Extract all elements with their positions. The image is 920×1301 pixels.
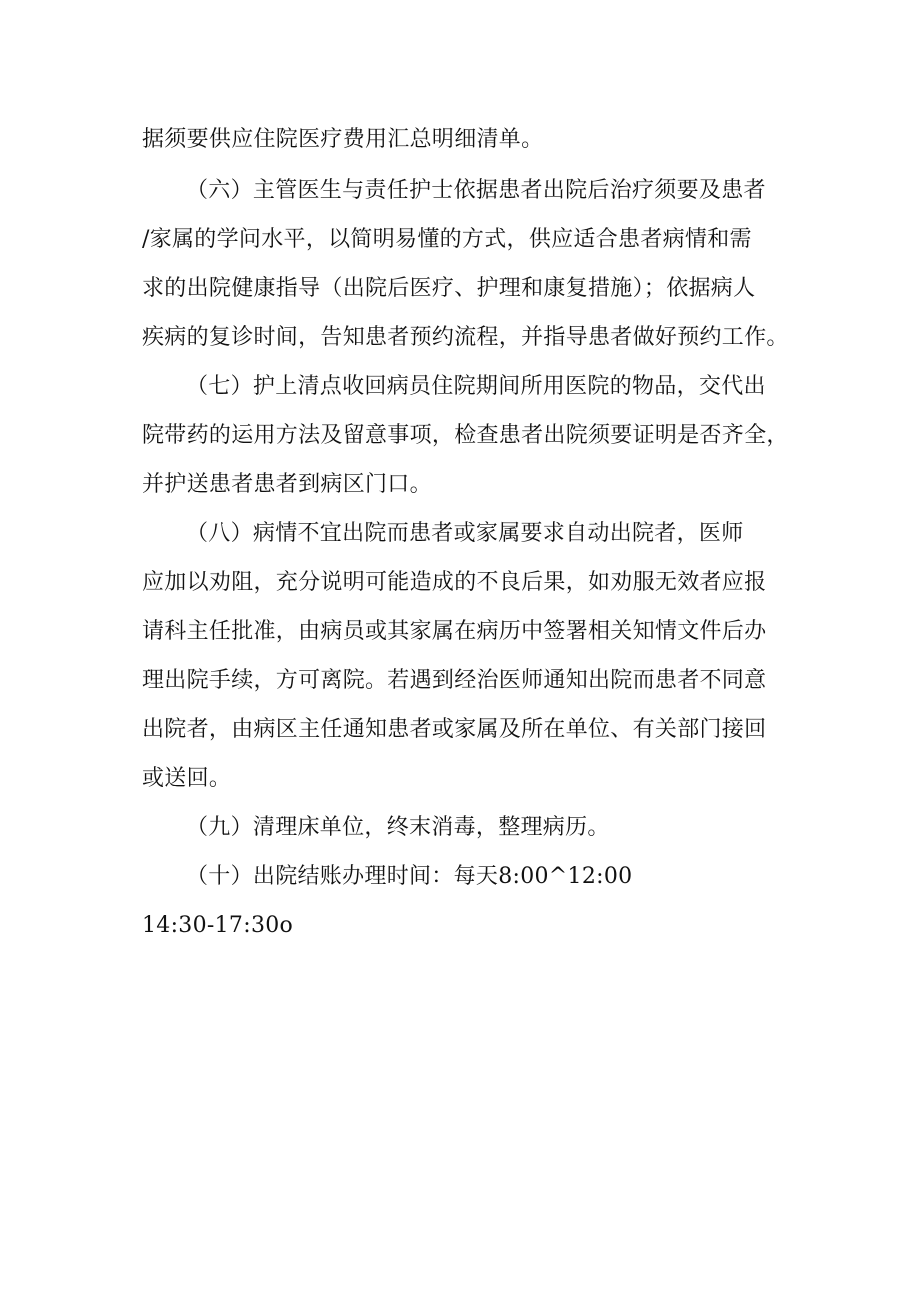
text-line: 应加以劝阻，充分说明可能造成的不良后果，如劝服无效者应报 xyxy=(142,570,767,595)
text-line: 理出院手续，方可离院。若遇到经治医师通知出院而患者不同意 xyxy=(142,668,767,693)
text-line: 院带药的运用方法及留意事项，检查患者出院须要证明是否齐全， xyxy=(142,423,789,448)
text-line: （七）护上清点收回病员住院期间所用医院的物品，交代出 xyxy=(186,374,766,399)
text-line: 或送回。 xyxy=(142,766,232,791)
text-line: 疾病的复诊时间，告知患者预约流程，并指导患者做好预约工作。 xyxy=(142,325,789,350)
text-line: 14:30-17:30o xyxy=(142,913,294,938)
text-line: /家属的学问水平，以简明易懂的方式，供应适合患者病情和需 xyxy=(142,227,752,252)
text-line: 据须要供应住院医疗费用汇总明细清单。 xyxy=(142,127,544,152)
text-line: 求的出院健康指导（出院后医疗、护理和康复措施）；依据病人 xyxy=(142,276,756,301)
text-line: 出院者，由病区主任通知患者或家属及所在单位、有关部门接回 xyxy=(142,717,767,742)
text-line: 并护送患者患者到病区门口。 xyxy=(142,472,432,497)
text-line: 请科主任批准，由病员或其家属在病历中签署相关知情文件后办 xyxy=(142,619,767,644)
text-line: （十）出院结账办理时间：每天8:00^12:00 xyxy=(186,864,633,889)
text-line: （八）病情不宜出院而患者或家属要求自动出院者，医师 xyxy=(186,521,744,546)
text-line: （九）清理床单位，终末消毒，整理病历。 xyxy=(186,815,610,840)
text-line: （六）主管医生与责任护士依据患者出院后治疗须要及患者 xyxy=(186,178,766,203)
